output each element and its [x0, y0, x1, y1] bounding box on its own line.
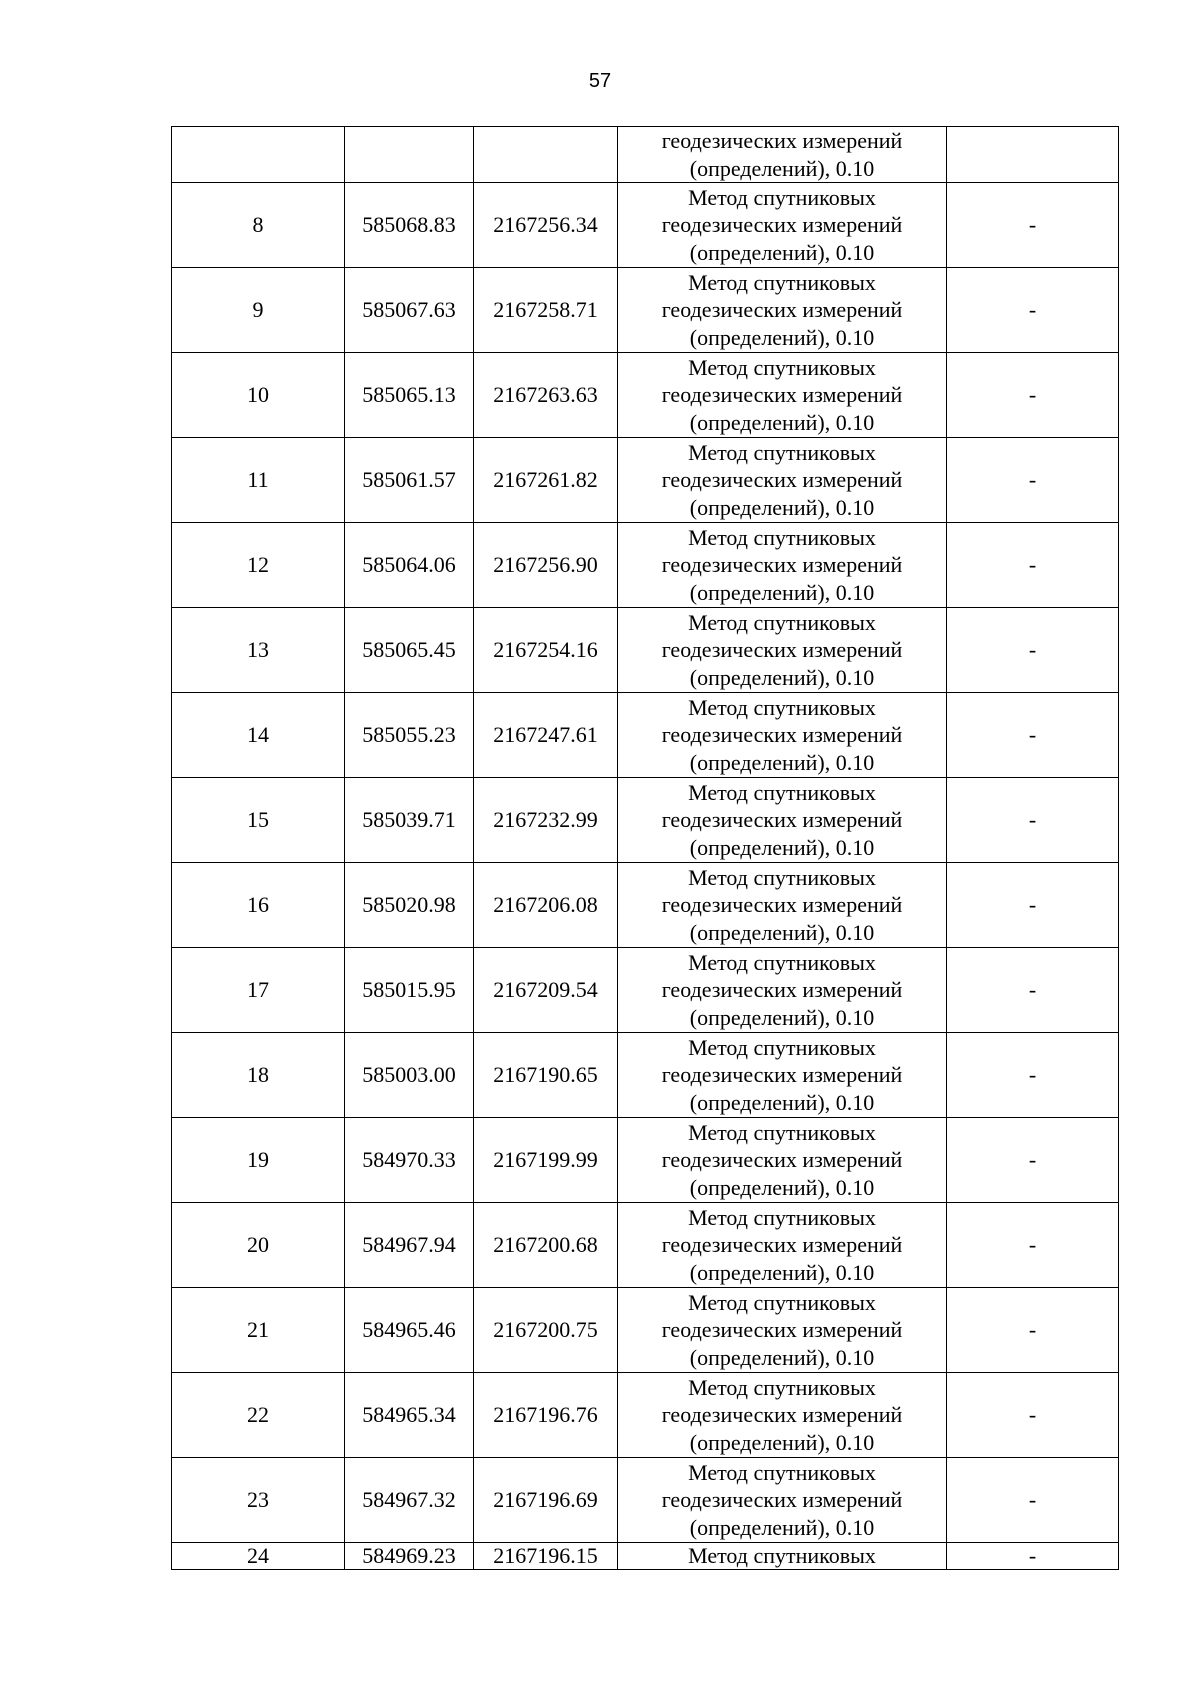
cell-y-coordinate: 2167247.61 [474, 693, 618, 778]
cell-method [618, 523, 947, 608]
cell-method [618, 608, 947, 693]
cell-x-coordinate: 584965.34 [345, 1373, 474, 1458]
cell-x-coordinate: 585055.23 [345, 693, 474, 778]
method-line: геодезических измерений [661, 1232, 903, 1258]
table-row [172, 1373, 1119, 1458]
cell-note: - [947, 523, 1119, 608]
table-row [172, 608, 1119, 693]
method-line: геодезических измерений [661, 212, 903, 238]
cell-note: - [947, 268, 1119, 353]
cell-y-coordinate: 2167190.65 [474, 1033, 618, 1118]
cell-point-number: 13 [172, 608, 345, 693]
method-line: (определений), 0.10 [689, 1344, 875, 1370]
cell-x-coordinate: 585003.00 [345, 1033, 474, 1118]
method-line: (определений), 0.10 [689, 1429, 875, 1455]
cell-method [618, 353, 947, 438]
cell-x-coordinate: 585067.63 [345, 268, 474, 353]
cell-method [618, 863, 947, 948]
method-line: геодезических измерений [661, 977, 903, 1003]
cell-method [618, 1288, 947, 1373]
cell-x-coordinate [345, 127, 474, 183]
cell-point-number: 12 [172, 523, 345, 608]
cell-note: - [947, 948, 1119, 1033]
cell-point-number: 9 [172, 268, 345, 353]
cell-y-coordinate: 2167263.63 [474, 353, 618, 438]
table-row [172, 1203, 1119, 1288]
method-line: геодезических измерений [661, 1402, 903, 1428]
cell-point-number: 21 [172, 1288, 345, 1373]
method-line: (определений), 0.10 [689, 1259, 875, 1285]
method-line: геодезических измерений [661, 892, 903, 918]
cell-method [618, 693, 947, 778]
cell-note: - [947, 1458, 1119, 1543]
table-row [172, 1288, 1119, 1373]
cell-note: - [947, 1033, 1119, 1118]
cell-method [618, 438, 947, 523]
method-line: (определений), 0.10 [689, 834, 875, 860]
cell-x-coordinate: 585065.13 [345, 353, 474, 438]
method-line: (определений), 0.10 [689, 155, 875, 181]
cell-note: - [947, 183, 1119, 268]
cell-method [618, 1543, 947, 1570]
cell-y-coordinate: 2167209.54 [474, 948, 618, 1033]
cell-y-coordinate: 2167256.34 [474, 183, 618, 268]
cell-y-coordinate: 2167258.71 [474, 268, 618, 353]
cell-point-number [172, 127, 345, 183]
method-line: Метод спутниковых [688, 1119, 876, 1145]
method-line: геодезических измерений [661, 552, 903, 578]
cell-method [618, 1033, 947, 1118]
cell-note: - [947, 608, 1119, 693]
method-line: Метод спутниковых [688, 184, 876, 210]
table-row-last [172, 1543, 1119, 1570]
cell-method [618, 948, 947, 1033]
method-line: (определений), 0.10 [689, 494, 875, 520]
method-line: (определений), 0.10 [689, 1514, 875, 1540]
method-line: геодезических измерений [661, 128, 903, 153]
cell-point-number: 19 [172, 1118, 345, 1203]
method-line: Метод спутниковых [688, 1374, 876, 1400]
method-line: Метод спутниковых [688, 694, 876, 720]
cell-x-coordinate: 585064.06 [345, 523, 474, 608]
cell-note: - [947, 1373, 1119, 1458]
method-line: Метод спутниковых [688, 354, 876, 380]
table-row [172, 863, 1119, 948]
table-row [172, 693, 1119, 778]
cell-note: - [947, 1543, 1119, 1570]
cell-method [618, 1458, 947, 1543]
method-line: (определений), 0.10 [689, 1004, 875, 1030]
cell-note: - [947, 1203, 1119, 1288]
page-number: 57 [588, 70, 612, 92]
cell-method [618, 183, 947, 268]
method-line: (определений), 0.10 [689, 409, 875, 435]
method-line: (определений), 0.10 [689, 1089, 875, 1115]
table-row [172, 353, 1119, 438]
cell-y-coordinate: 2167199.99 [474, 1118, 618, 1203]
cell-x-coordinate: 585015.95 [345, 948, 474, 1033]
cell-y-coordinate: 2167196.15 [474, 1543, 618, 1570]
cell-y-coordinate: 2167200.75 [474, 1288, 618, 1373]
cell-y-coordinate [474, 127, 618, 183]
cell-note: - [947, 353, 1119, 438]
cell-note: - [947, 1288, 1119, 1373]
method-line: Метод спутниковых [688, 1034, 876, 1060]
method-line: геодезических измерений [661, 637, 903, 663]
cell-x-coordinate: 585068.83 [345, 183, 474, 268]
method-line: геодезических измерений [661, 1487, 903, 1513]
cell-y-coordinate: 2167256.90 [474, 523, 618, 608]
cell-note: - [947, 863, 1119, 948]
method-line: Метод спутниковых [688, 864, 876, 890]
table-row [172, 778, 1119, 863]
cell-point-number: 8 [172, 183, 345, 268]
table-row [172, 523, 1119, 608]
cell-point-number: 22 [172, 1373, 345, 1458]
cell-point-number: 10 [172, 353, 345, 438]
method-line: Метод спутниковых [688, 1204, 876, 1230]
cell-method [618, 1373, 947, 1458]
method-line: Метод спутниковых [688, 524, 876, 550]
method-line: геодезических измерений [661, 807, 903, 833]
method-line: Метод спутниковых [688, 1459, 876, 1485]
method-line: Метод спутниковых [688, 1543, 876, 1568]
cell-method [618, 268, 947, 353]
method-line: (определений), 0.10 [689, 664, 875, 690]
method-line: геодезических измерений [661, 722, 903, 748]
table-row-continuation [172, 127, 1119, 183]
method-line: (определений), 0.10 [689, 919, 875, 945]
cell-y-coordinate: 2167232.99 [474, 778, 618, 863]
cell-point-number: 14 [172, 693, 345, 778]
table-row [172, 268, 1119, 353]
coordinates-table-body [172, 127, 1119, 1570]
cell-y-coordinate: 2167254.16 [474, 608, 618, 693]
method-line: геодезических измерений [661, 382, 903, 408]
method-line: геодезических измерений [661, 1317, 903, 1343]
method-line: (определений), 0.10 [689, 749, 875, 775]
method-line: геодезических измерений [661, 1147, 903, 1173]
cell-point-number: 24 [172, 1543, 345, 1570]
method-line: Метод спутниковых [688, 609, 876, 635]
cell-note: - [947, 693, 1119, 778]
cell-point-number: 16 [172, 863, 345, 948]
cell-y-coordinate: 2167261.82 [474, 438, 618, 523]
cell-x-coordinate: 584967.94 [345, 1203, 474, 1288]
table-row [172, 1118, 1119, 1203]
cell-note: - [947, 438, 1119, 523]
method-line: (определений), 0.10 [689, 239, 875, 265]
cell-point-number: 20 [172, 1203, 345, 1288]
table-row [172, 438, 1119, 523]
cell-note [947, 127, 1119, 183]
cell-x-coordinate: 585039.71 [345, 778, 474, 863]
cell-point-number: 11 [172, 438, 345, 523]
cell-x-coordinate: 585061.57 [345, 438, 474, 523]
cell-x-coordinate: 585020.98 [345, 863, 474, 948]
cell-method [618, 127, 947, 183]
method-line: Метод спутниковых [688, 779, 876, 805]
cell-point-number: 15 [172, 778, 345, 863]
cell-y-coordinate: 2167196.76 [474, 1373, 618, 1458]
cell-method [618, 1118, 947, 1203]
cell-x-coordinate: 584969.23 [345, 1543, 474, 1570]
cell-method [618, 1203, 947, 1288]
cell-point-number: 23 [172, 1458, 345, 1543]
method-line: геодезических измерений [661, 297, 903, 323]
cell-note: - [947, 1118, 1119, 1203]
method-line: Метод спутниковых [688, 439, 876, 465]
table-row [172, 1033, 1119, 1118]
cell-x-coordinate: 584970.33 [345, 1118, 474, 1203]
cell-point-number: 17 [172, 948, 345, 1033]
method-line: геодезических измерений [661, 1062, 903, 1088]
cell-y-coordinate: 2167206.08 [474, 863, 618, 948]
method-line: Метод спутниковых [688, 949, 876, 975]
method-line: (определений), 0.10 [689, 324, 875, 350]
table-row [172, 1458, 1119, 1543]
cell-x-coordinate: 585065.45 [345, 608, 474, 693]
cell-x-coordinate: 584965.46 [345, 1288, 474, 1373]
table-row [172, 948, 1119, 1033]
cell-x-coordinate: 584967.32 [345, 1458, 474, 1543]
cell-y-coordinate: 2167200.68 [474, 1203, 618, 1288]
table-row [172, 183, 1119, 268]
cell-point-number: 18 [172, 1033, 345, 1118]
method-line: Метод спутниковых [688, 269, 876, 295]
cell-y-coordinate: 2167196.69 [474, 1458, 618, 1543]
method-line: (определений), 0.10 [689, 1174, 875, 1200]
cell-method [618, 778, 947, 863]
method-line: геодезических измерений [661, 467, 903, 493]
coordinates-table [171, 126, 1119, 1570]
method-line: (определений), 0.10 [689, 579, 875, 605]
method-line: Метод спутниковых [688, 1289, 876, 1315]
cell-note: - [947, 778, 1119, 863]
